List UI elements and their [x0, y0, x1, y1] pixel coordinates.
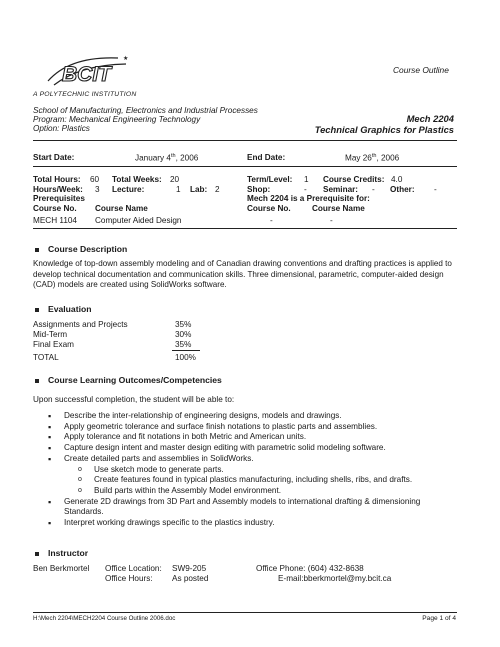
- course-title: Technical Graphics for Plastics: [314, 124, 454, 135]
- hours-week-value: 3: [95, 185, 100, 194]
- evaluation-heading: Evaluation: [35, 305, 91, 315]
- course-credits-value: 4.0: [391, 175, 403, 184]
- hours-week-label: Hours/Week:: [33, 185, 83, 194]
- outcome-item: ▪ Apply tolerance and fit notations in both Metric and American units.: [46, 432, 460, 443]
- option-name: Option: Plastics: [33, 124, 90, 133]
- office-phone: Office Phone: (604) 432-8638: [256, 564, 364, 573]
- course-credits-label: Course Credits:: [323, 175, 385, 184]
- prereq-for-course-name: -: [330, 216, 333, 225]
- footer-page-number: Page 1 of 4: [422, 615, 456, 622]
- course-no-header: Course No.: [33, 204, 77, 213]
- header-divider: [33, 140, 457, 141]
- outcomes-list: [46, 411, 460, 529]
- bcit-logo: [40, 50, 132, 90]
- start-date-value: January 4th, 2006: [135, 153, 199, 163]
- course-code: Mech 2204: [406, 113, 454, 124]
- office-hours-label: Office Hours:: [105, 574, 153, 583]
- outcome-item: ▪ Generate 2D drawings from 3D Part and Assembly models to international drafting & dimensioning Standards.: [46, 497, 444, 518]
- shop-value: -: [304, 185, 307, 194]
- outcomes-heading: Course Learning Outcomes/Competencies: [35, 376, 222, 386]
- outcome-item: ▪ Capture design intent and master design editing with parametric solid modeling software.: [46, 443, 460, 454]
- outcome-sub-item: o Use sketch mode to generate parts.: [74, 465, 460, 476]
- program-name: Program: Mechanical Engineering Technology: [33, 115, 201, 124]
- total-weeks-value: 20: [170, 175, 180, 184]
- tagline: A POLYTECHNIC INSTITUTION: [33, 91, 137, 98]
- total-weeks-label: Total Weeks:: [112, 175, 162, 184]
- outcome-sub-item: o Build parts within the Assembly Model environment.: [74, 486, 460, 497]
- term-level-label: Term/Level:: [247, 175, 293, 184]
- total-hours-value: 60: [90, 175, 100, 184]
- footer-file-path: H:\Mech 2204\MECH2204 Course Outline 2006.doc: [33, 615, 176, 622]
- instructor-heading: Instructor: [35, 549, 88, 559]
- office-location-value: SW9-205: [172, 564, 207, 573]
- total-hours-label: Total Hours:: [33, 175, 81, 184]
- prereq-course-no: MECH 1104: [33, 216, 77, 225]
- outcome-sub-item: o Create features found in typical plastics manufacturing, including shells, ribs, and drafts.: [74, 475, 424, 486]
- other-value: -: [434, 185, 437, 194]
- instructor-name: Ben Berkmortel: [33, 564, 90, 573]
- total-underline: [172, 350, 200, 351]
- instructor-email: E-mail:bberkmortel@my.bcit.ca: [278, 574, 392, 583]
- course-name-header: Course Name: [95, 204, 148, 213]
- office-hours-value: As posted: [172, 574, 209, 583]
- end-date-value: May 26th, 2006: [345, 153, 400, 163]
- other-label: Other:: [390, 185, 415, 194]
- logo-text: BCIT: [62, 63, 111, 86]
- document-type: Course Outline: [393, 65, 449, 75]
- outcome-item: ▪ Apply geometric tolerance and surface finish notations to plastic parts and assemblies.: [46, 422, 460, 433]
- shop-label: Shop:: [247, 185, 271, 194]
- school-name: School of Manufacturing, Electronics and Industrial Processes: [33, 106, 258, 115]
- dates-divider: [33, 166, 457, 167]
- course-no-header-2: Course No.: [247, 204, 291, 213]
- info-divider: [33, 228, 457, 229]
- prereq-for-course-no: -: [270, 216, 273, 225]
- term-level-value: 1: [304, 175, 309, 184]
- seminar-label: Seminar:: [323, 185, 359, 194]
- svg-text:★: ★: [123, 55, 129, 62]
- lab-value: 2: [215, 185, 220, 194]
- description-text: Knowledge of top-down assembly modeling and of Canadian drawing conventions and drafting practices is applied to develop technical documentation and communication skills. Three dimensional, parametric, computer-aided design (CAD) models are created using SolidWorks software.: [33, 259, 452, 290]
- footer-divider: [33, 612, 457, 613]
- prerequisite-for-label: Mech 2204 is a Prerequisite for:: [247, 194, 370, 203]
- lecture-value: 1: [176, 185, 181, 194]
- description-heading: Course Description: [35, 245, 127, 255]
- prerequisites-label: Prerequisites: [33, 194, 85, 203]
- prereq-course-name: Computer Aided Design: [95, 216, 182, 225]
- course-name-header-2: Course Name: [312, 204, 365, 213]
- outcome-item: ▪ Interpret working drawings specific to the plastics industry.: [46, 518, 460, 529]
- start-date-label: Start Date:: [33, 153, 75, 162]
- seminar-value: -: [372, 185, 375, 194]
- outcomes-intro: Upon successful completion, the student will be able to:: [33, 395, 235, 404]
- outcome-item: ▪ Create detailed parts and assemblies in SolidWorks. o Use sketch mode to generate parts. o Create features found in typical plastics manufacturing, including shells, ribs, and drafts. o Build parts within the Assembly Model environment.: [46, 454, 460, 497]
- lecture-label: Lecture:: [112, 185, 145, 194]
- end-date-label: End Date:: [247, 153, 286, 162]
- office-location-label: Office Location:: [105, 564, 162, 573]
- lab-label: Lab:: [190, 185, 208, 194]
- outcome-item: ▪ Describe the inter-relationship of engineering designs, models and drawings.: [46, 411, 460, 422]
